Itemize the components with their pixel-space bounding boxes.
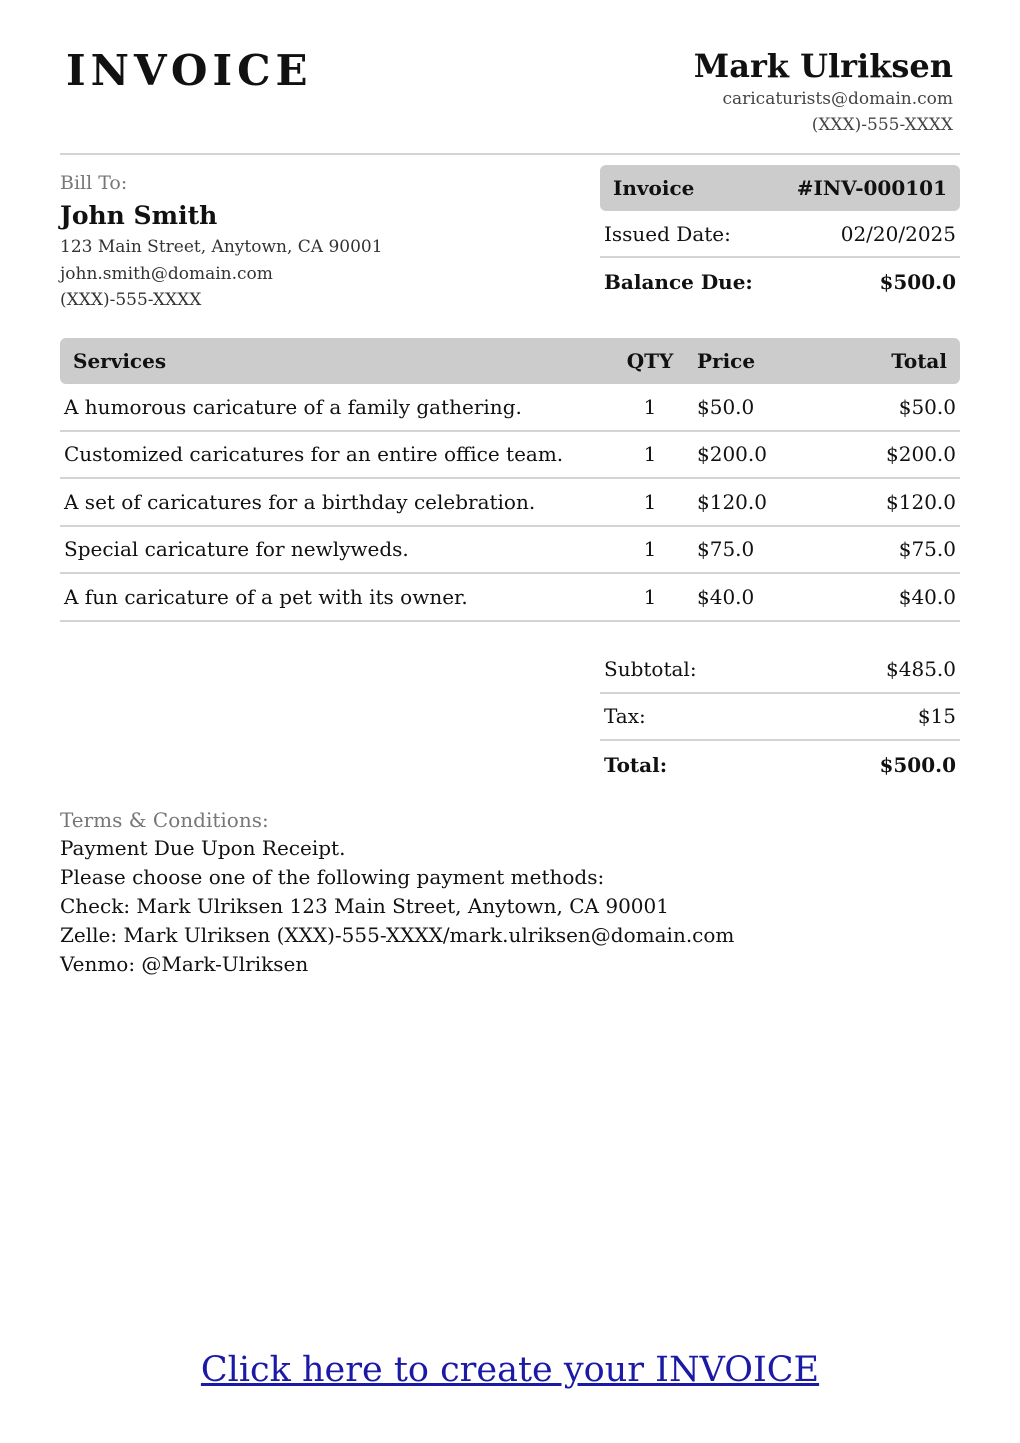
row-price: $50.0 bbox=[697, 394, 755, 419]
bill-to-block bbox=[60, 170, 383, 314]
client-email: john.smith@domain.com bbox=[60, 263, 273, 284]
terms-line: Payment Due Upon Receipt. bbox=[60, 836, 346, 860]
terms-label: Terms & Conditions: bbox=[60, 808, 269, 832]
tax-value: $15 bbox=[917, 704, 956, 729]
subtotal-label: Subtotal: bbox=[604, 656, 697, 681]
bill-to-label: Bill To: bbox=[60, 172, 128, 194]
row-service: Customized caricatures for an entire office team. bbox=[64, 442, 564, 467]
terms-line: Check: Mark Ulriksen 123 Main Street, Anytown, CA 90001 bbox=[60, 894, 669, 918]
client-name: John Smith bbox=[60, 201, 218, 230]
subtotal-row bbox=[600, 646, 960, 694]
header-price: Price bbox=[697, 349, 756, 373]
balance-due-value: $500.0 bbox=[879, 269, 956, 294]
row-total: $120.0 bbox=[886, 489, 956, 514]
table-row bbox=[60, 479, 960, 527]
row-price: $200.0 bbox=[697, 442, 767, 467]
table-row bbox=[60, 527, 960, 575]
totals-block bbox=[600, 646, 960, 789]
row-service: A set of caricatures for a birthday celebration. bbox=[64, 489, 536, 514]
row-qty: 1 bbox=[643, 537, 657, 562]
invoice-meta bbox=[600, 165, 960, 305]
row-total: $75.0 bbox=[898, 537, 956, 562]
invoice-number: #INV-000101 bbox=[796, 176, 947, 200]
invoice-label: Invoice bbox=[613, 176, 695, 200]
cta-container bbox=[0, 1350, 1020, 1390]
invoice-title: INVOICE bbox=[66, 46, 313, 95]
tax-label: Tax: bbox=[604, 704, 646, 729]
services-table bbox=[60, 338, 960, 622]
header-total: Total bbox=[891, 349, 947, 373]
client-phone: (XXX)-555-XXXX bbox=[60, 290, 202, 310]
row-total: $200.0 bbox=[886, 442, 956, 467]
subtotal-value: $485.0 bbox=[886, 656, 956, 681]
create-invoice-link[interactable]: Click here to create your INVOICE bbox=[200, 1350, 820, 1390]
balance-due-row bbox=[600, 258, 960, 305]
row-service: A humorous caricature of a family gathering. bbox=[64, 394, 522, 419]
row-price: $40.0 bbox=[697, 584, 755, 609]
issued-date-label: Issued Date: bbox=[604, 221, 731, 246]
terms-line: Zelle: Mark Ulriksen (XXX)-555-XXXX/mark.ulriksen@domain.com bbox=[60, 923, 735, 947]
terms-line: Venmo: @Mark-Ulriksen bbox=[60, 952, 309, 976]
total-label: Total: bbox=[604, 752, 668, 777]
row-qty: 1 bbox=[643, 442, 657, 467]
sender-email: caricaturists@domain.com bbox=[722, 89, 953, 109]
issued-date-value: 02/20/2025 bbox=[840, 221, 956, 246]
table-row bbox=[60, 384, 960, 432]
row-qty: 1 bbox=[643, 394, 657, 419]
row-service: Special caricature for newlyweds. bbox=[64, 537, 409, 562]
terms-block bbox=[60, 806, 734, 979]
invoice-number-header bbox=[600, 165, 960, 211]
row-total: $40.0 bbox=[898, 584, 956, 609]
row-price: $120.0 bbox=[697, 489, 767, 514]
terms-line: Please choose one of the following payment methods: bbox=[60, 865, 605, 889]
row-total: $50.0 bbox=[898, 394, 956, 419]
header-services: Services bbox=[73, 349, 167, 373]
sender-name: Mark Ulriksen bbox=[693, 47, 953, 85]
table-header bbox=[60, 338, 960, 384]
balance-due-label: Balance Due: bbox=[604, 269, 753, 294]
table-row bbox=[60, 574, 960, 622]
header-qty: QTY bbox=[626, 349, 674, 373]
row-qty: 1 bbox=[643, 584, 657, 609]
client-address: 123 Main Street, Anytown, CA 90001 bbox=[60, 237, 383, 257]
row-price: $75.0 bbox=[697, 537, 755, 562]
sender-phone: (XXX)-555-XXXX bbox=[811, 115, 953, 135]
row-qty: 1 bbox=[643, 489, 657, 514]
total-row bbox=[600, 741, 960, 789]
row-service: A fun caricature of a pet with its owner. bbox=[64, 584, 468, 609]
table-row bbox=[60, 432, 960, 480]
issued-date-row bbox=[600, 211, 960, 258]
tax-row bbox=[600, 694, 960, 742]
sender-block bbox=[694, 46, 953, 138]
total-value: $500.0 bbox=[879, 752, 956, 777]
header-divider bbox=[60, 153, 960, 155]
